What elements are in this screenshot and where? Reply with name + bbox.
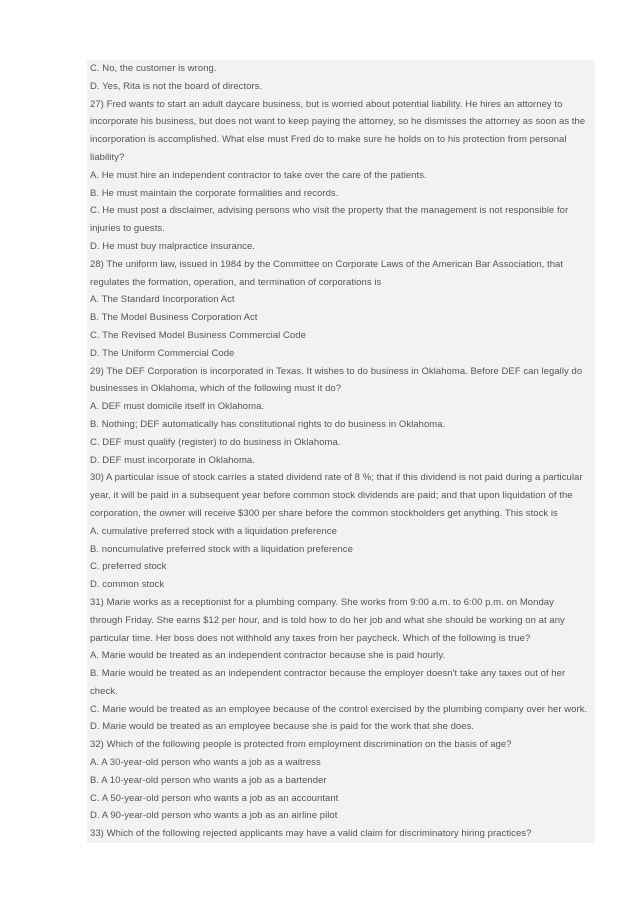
question-31-line: 31) Marie works as a receptionist for a plumbing company. She works from 9:00 a.m. to 6:00 p.m. on Monday bbox=[87, 594, 595, 612]
answer-option: D. common stock bbox=[87, 576, 595, 594]
answer-option: B. He must maintain the corporate formalities and records. bbox=[87, 185, 595, 203]
document-page bbox=[87, 60, 595, 843]
question-27-line: 27) Fred wants to start an adult daycare business, but is worried about potential liability. He hires an attorney to bbox=[87, 96, 595, 114]
answer-option: A. Marie would be treated as an independent contractor because she is paid hourly. bbox=[87, 647, 595, 665]
answer-option: A. He must hire an independent contractor to take over the care of the patients. bbox=[87, 167, 595, 185]
answer-option: B. Marie would be treated as an independent contractor because the employer doesn't take any taxes out of her bbox=[87, 665, 595, 683]
answer-option: C. A 50-year-old person who wants a job as an accountant bbox=[87, 790, 595, 808]
text-line: corporation, the owner will receive $300 per share before the common stockholders get anything. This stock is bbox=[87, 505, 595, 523]
question-28-line: 28) The uniform law, issued in 1984 by the Committee on Corporate Laws of the American Bar Association, that bbox=[87, 256, 595, 274]
text-line: incorporate his business, but does not want to keep paying the attorney, so he dismisses the attorney as soon as the bbox=[87, 113, 595, 131]
text-line: injuries to guests. bbox=[87, 220, 595, 238]
answer-option: B. noncumulative preferred stock with a liquidation preference bbox=[87, 541, 595, 559]
question-30-line: 30) A particular issue of stock carries a stated dividend rate of 8 %; that if this dividend is not paid during a particular bbox=[87, 469, 595, 487]
text-line: D. Yes, Rita is not the board of directors. bbox=[87, 78, 595, 96]
answer-option: D. DEF must incorporate in Oklahoma. bbox=[87, 452, 595, 470]
text-line: through Friday. She earns $12 per hour, and is told how to do her job and what she should be working on at any bbox=[87, 612, 595, 630]
answer-option: A. The Standard Incorporation Act bbox=[87, 291, 595, 309]
text-line: regulates the formation, operation, and termination of corporations is bbox=[87, 274, 595, 292]
answer-option: B. A 10-year-old person who wants a job as a bartender bbox=[87, 772, 595, 790]
answer-option: C. DEF must qualify (register) to do business in Oklahoma. bbox=[87, 434, 595, 452]
question-33-line: 33) Which of the following rejected applicants may have a valid claim for discriminatory hiring practices? bbox=[87, 825, 595, 843]
answer-option: C. The Revised Model Business Commercial Code bbox=[87, 327, 595, 345]
answer-option: C. preferred stock bbox=[87, 558, 595, 576]
text-line: check. bbox=[87, 683, 595, 701]
answer-option: B. The Model Business Corporation Act bbox=[87, 309, 595, 327]
answer-option: B. Nothing; DEF automatically has constitutional rights to do business in Oklahoma. bbox=[87, 416, 595, 434]
answer-option: D. He must buy malpractice insurance. bbox=[87, 238, 595, 256]
answer-option: A. DEF must domicile itself in Oklahoma. bbox=[87, 398, 595, 416]
question-32-line: 32) Which of the following people is protected from employment discrimination on the basis of age? bbox=[87, 736, 595, 754]
text-line: liability? bbox=[87, 149, 595, 167]
text-line: particular time. Her boss does not withhold any taxes from her paycheck. Which of the following is true? bbox=[87, 630, 595, 648]
text-line: year, it will be paid in a subsequent year before common stock dividends are paid; and that upon liquidation of the bbox=[87, 487, 595, 505]
answer-option: D. The Uniform Commercial Code bbox=[87, 345, 595, 363]
answer-option: A. cumulative preferred stock with a liquidation preference bbox=[87, 523, 595, 541]
answer-option: D. Marie would be treated as an employee because she is paid for the work that she does. bbox=[87, 718, 595, 736]
text-line: C. No, the customer is wrong. bbox=[87, 60, 595, 78]
text-line: incorporation is accomplished. What else must Fred do to make sure he holds on to his protection from personal bbox=[87, 131, 595, 149]
answer-option: A. A 30-year-old person who wants a job as a waitress bbox=[87, 754, 595, 772]
answer-option: C. Marie would be treated as an employee because of the control exercised by the plumbing company over her work. bbox=[87, 701, 595, 719]
text-line: businesses in Oklahoma, which of the following must it do? bbox=[87, 380, 595, 398]
answer-option: D. A 90-year-old person who wants a job as an airline pilot bbox=[87, 807, 595, 825]
question-29-line: 29) The DEF Corporation is incorporated in Texas. It wishes to do business in Oklahoma. Before DEF can legally do bbox=[87, 363, 595, 381]
answer-option: C. He must post a disclaimer, advising persons who visit the property that the management is not responsible for bbox=[87, 202, 595, 220]
